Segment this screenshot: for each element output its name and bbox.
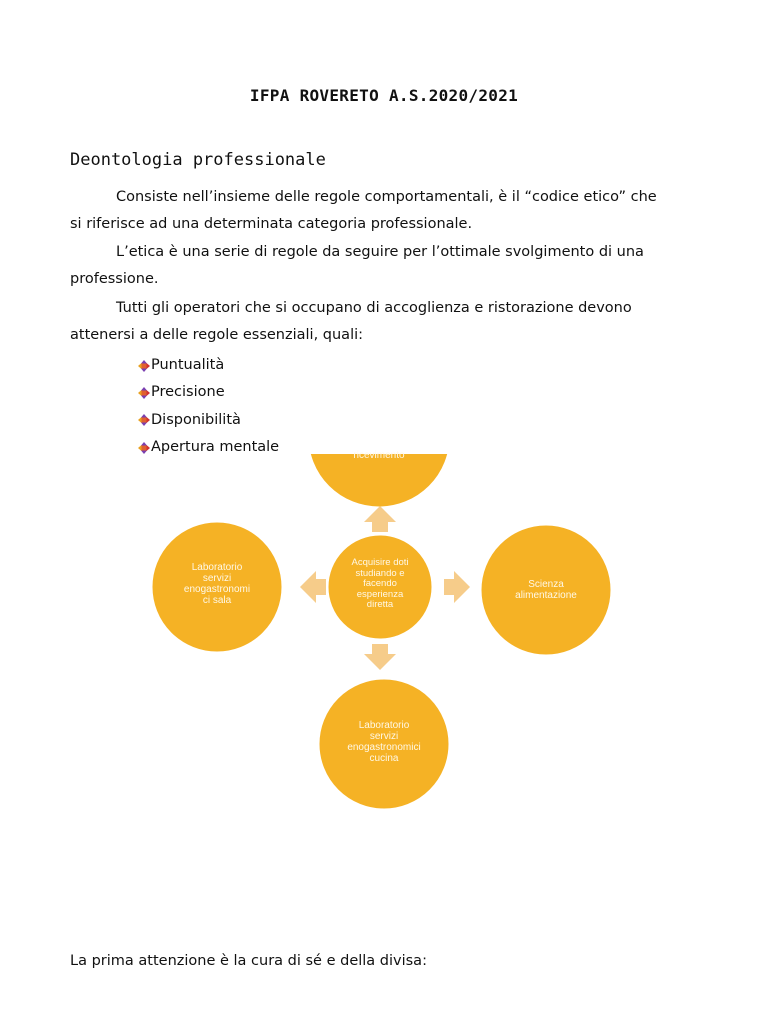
four-arrows-bullet-icon xyxy=(138,360,150,372)
rules-list xyxy=(138,352,279,461)
list-item-label: Precisione xyxy=(151,384,225,401)
circle-top-label xyxy=(329,450,429,461)
circle-label-line: alimentazione xyxy=(515,590,577,601)
circle-label-line: enogastronomi xyxy=(183,584,251,595)
four-arrows-bullet-icon xyxy=(138,387,150,399)
list-item xyxy=(138,407,279,434)
document-title: IFPA ROVERETO A.S.2020/2021 xyxy=(249,86,519,105)
circle-label-line: servizi xyxy=(202,573,232,584)
arrow-up xyxy=(364,506,396,532)
circle-label-line: Laboratorio xyxy=(191,562,243,573)
circle-label-line: ricevimento xyxy=(353,450,405,461)
circle-center-label xyxy=(336,558,424,611)
paragraph-line: L’etica è una serie di regole da seguire per l’ottimale svolgimento di una xyxy=(116,244,644,260)
paragraph-line: professione. xyxy=(70,271,159,287)
paragraph-line: attenersi a delle regole essenziali, quali: xyxy=(70,327,364,343)
circle-label-line: Laboratorio xyxy=(358,720,410,731)
list-item xyxy=(138,379,279,406)
circle-label-line: ci sala xyxy=(202,595,232,606)
paragraph-line: si riferisce ad una determinata categoria professionale. xyxy=(70,216,473,232)
circle-label-line: enogastronomici xyxy=(347,742,421,753)
circle-label-line: diretta xyxy=(366,599,394,610)
paragraph-operators xyxy=(70,295,700,349)
closing-line: La prima attenzione è la cura di sé e della divisa: xyxy=(70,953,427,969)
arrow-left xyxy=(300,571,326,603)
circle-label-line: cucina xyxy=(369,753,399,764)
circle-right-label xyxy=(486,579,606,601)
list-item-label: Disponibilità xyxy=(151,411,241,428)
circle-bottom-label xyxy=(324,720,444,764)
paragraph-line: Tutti gli operatori che si occupano di accoglienza e ristorazione devono xyxy=(116,300,632,316)
diagram-graphic xyxy=(140,450,640,830)
list-item-label: Apertura mentale xyxy=(151,439,280,456)
radial-diagram xyxy=(140,450,640,830)
circle-label-line: servizi xyxy=(369,731,399,742)
paragraph-ethics xyxy=(70,239,700,293)
four-arrows-bullet-icon xyxy=(138,414,150,426)
list-item xyxy=(138,352,279,379)
circle-label-line: esperienza xyxy=(356,588,404,600)
paragraph-definition xyxy=(70,184,700,238)
section-heading: Deontologia professionale xyxy=(70,150,326,170)
circle-label-line: Scienza xyxy=(528,579,564,590)
arrow-right xyxy=(444,571,470,603)
arrow-down xyxy=(364,644,396,670)
circle-label-line: facendo xyxy=(363,578,397,589)
circle-label-line: Acquisire doti xyxy=(351,557,409,568)
list-item-label: Puntualità xyxy=(151,357,225,374)
circle-left-label xyxy=(160,562,274,606)
paragraph-line: Consiste nell’insieme delle regole comportamentali, è il “codice etico” che xyxy=(116,189,657,205)
circle-label-line: studiando e xyxy=(355,567,405,579)
